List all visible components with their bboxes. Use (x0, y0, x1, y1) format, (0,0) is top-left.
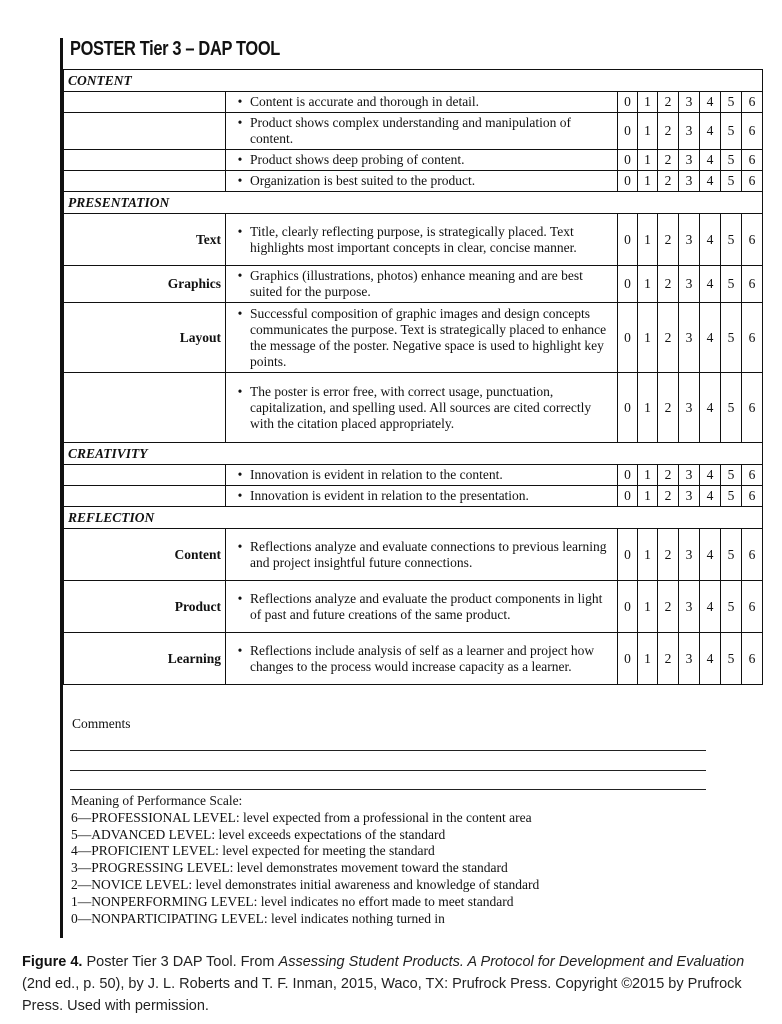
score-option[interactable]: 6 (742, 581, 763, 633)
criterion-label (64, 486, 226, 507)
score-option[interactable]: 6 (742, 266, 763, 303)
criterion-text: Product shows complex understanding and manipulation of content. (250, 115, 571, 146)
criterion-text: Product shows deep probing of content. (250, 152, 465, 167)
score-option[interactable]: 4 (700, 303, 721, 373)
score-option[interactable]: 2 (658, 373, 679, 443)
score-option[interactable]: 1 (638, 529, 658, 581)
criterion-row (64, 266, 763, 303)
score-option[interactable]: 0 (618, 92, 638, 113)
caption-text: Poster Tier 3 DAP Tool. From (82, 954, 279, 970)
figure-caption (22, 951, 762, 1017)
score-option[interactable]: 5 (721, 633, 742, 685)
performance-scale (71, 793, 539, 927)
criterion-row (64, 150, 763, 171)
section-header: REFLECTION (64, 507, 763, 529)
score-option[interactable]: 3 (679, 113, 700, 150)
score-option[interactable]: 0 (618, 266, 638, 303)
criterion-text: Reflections analyze and evaluate connections to previous learning and project insightful future connections. (250, 538, 607, 570)
bullet: • (237, 305, 243, 321)
criterion-label (64, 171, 226, 192)
score-option[interactable]: 4 (700, 465, 721, 486)
caption-book-title: Assessing Student Products. A Protocol for Development and Evaluation (278, 954, 745, 970)
score-option[interactable]: 4 (700, 486, 721, 507)
score-option[interactable]: 4 (700, 171, 721, 192)
score-option[interactable]: 0 (618, 113, 638, 150)
score-option[interactable]: 6 (742, 113, 763, 150)
criterion-row (64, 92, 763, 113)
criterion-label: Product (64, 581, 226, 633)
rubric-table (63, 69, 763, 685)
criterion-label: Text (64, 214, 226, 266)
bullet: • (237, 223, 243, 239)
score-option[interactable]: 3 (679, 373, 700, 443)
score-option[interactable]: 2 (658, 92, 679, 113)
score-option[interactable]: 1 (638, 92, 658, 113)
score-option[interactable]: 3 (679, 214, 700, 266)
score-option[interactable]: 5 (721, 150, 742, 171)
scale-level: 6—PROFESSIONAL LEVEL: level expected from a professional in the content area (71, 809, 532, 825)
scale-level: 4—PROFICIENT LEVEL: level expected for meeting the standard (71, 843, 435, 859)
criterion-text: Reflections analyze and evaluate the product components in light of past and future creations of the same product. (250, 590, 603, 622)
criterion-row (64, 171, 763, 192)
criterion-row (64, 581, 763, 633)
score-option[interactable]: 5 (721, 373, 742, 443)
score-option[interactable]: 1 (638, 633, 658, 685)
bullet: • (237, 268, 243, 283)
bullet: • (237, 94, 243, 109)
bullet: • (237, 538, 243, 554)
criterion-row (64, 633, 763, 685)
criterion-row (64, 303, 763, 373)
score-option[interactable]: 4 (700, 113, 721, 150)
score-option[interactable]: 1 (638, 303, 658, 373)
bullet: • (237, 467, 243, 482)
score-option[interactable]: 3 (679, 92, 700, 113)
score-option[interactable]: 5 (721, 113, 742, 150)
scale-level: 0—NONPARTICIPATING LEVEL: level indicates nothing turned in (71, 910, 445, 926)
score-option[interactable]: 0 (618, 171, 638, 192)
comment-line (70, 750, 706, 751)
score-option[interactable]: 1 (638, 266, 658, 303)
score-option[interactable]: 5 (721, 92, 742, 113)
score-option[interactable]: 0 (618, 150, 638, 171)
section-header: PRESENTATION (64, 192, 763, 214)
score-option[interactable]: 6 (742, 171, 763, 192)
score-option[interactable]: 3 (679, 633, 700, 685)
score-option[interactable]: 0 (618, 465, 638, 486)
score-option[interactable]: 0 (618, 633, 638, 685)
score-option[interactable]: 0 (618, 214, 638, 266)
score-option[interactable]: 0 (618, 373, 638, 443)
criterion-label (64, 150, 226, 171)
score-option[interactable]: 4 (700, 266, 721, 303)
score-option[interactable]: 0 (618, 303, 638, 373)
criterion-text: Title, clearly reflecting purpose, is strategically placed. Text highlights most important concepts in clear, concise manner. (250, 223, 577, 255)
criterion-label: Content (64, 529, 226, 581)
score-option[interactable]: 5 (721, 266, 742, 303)
bullet: • (237, 590, 243, 606)
score-option[interactable]: 6 (742, 633, 763, 685)
scale-level: 2—NOVICE LEVEL: level demonstrates initial awareness and knowledge of standard (71, 876, 540, 892)
score-option[interactable]: 6 (742, 303, 763, 373)
criterion-text: The poster is error free, with correct usage, punctuation, capitalization, and spelling used. All sources are cited correctly with the citation placed appropriately. (250, 383, 592, 431)
score-option[interactable]: 6 (742, 529, 763, 581)
bullet: • (237, 642, 243, 658)
score-option[interactable]: 4 (700, 373, 721, 443)
score-option[interactable]: 1 (638, 214, 658, 266)
score-option[interactable]: 1 (638, 486, 658, 507)
criterion-label: Learning (64, 633, 226, 685)
score-option[interactable]: 3 (679, 266, 700, 303)
criterion-row (64, 373, 763, 443)
rubric-title: POSTER Tier 3 – DAP TOOL (70, 38, 280, 60)
score-option[interactable]: 6 (742, 150, 763, 171)
score-option[interactable]: 0 (618, 581, 638, 633)
score-option[interactable]: 3 (679, 150, 700, 171)
score-option[interactable]: 4 (700, 529, 721, 581)
criterion-label (64, 113, 226, 150)
bullet: • (237, 152, 243, 167)
score-option[interactable]: 2 (658, 581, 679, 633)
score-option[interactable]: 2 (658, 266, 679, 303)
score-option[interactable]: 2 (658, 214, 679, 266)
criterion-row (64, 214, 763, 266)
criterion-text: Organization is best suited to the product. (250, 173, 476, 188)
score-option[interactable]: 5 (721, 171, 742, 192)
score-option[interactable]: 1 (638, 465, 658, 486)
criterion-row (64, 529, 763, 581)
score-option[interactable]: 3 (679, 171, 700, 192)
scale-level: 5—ADVANCED LEVEL: level exceeds expectations of the standard (71, 826, 446, 842)
criterion-label: Graphics (64, 266, 226, 303)
score-option[interactable]: 1 (638, 171, 658, 192)
criterion-text: Innovation is evident in relation to the presentation. (250, 488, 529, 503)
score-option[interactable]: 4 (700, 92, 721, 113)
caption-text: (2nd ed., p. 50), by J. L. Roberts and T. F. Inman, 2015, Waco, TX: Prufrock Press. Copyright ©2015 by Prufrock Press. Used with permission. (22, 976, 742, 1014)
bullet: • (237, 115, 243, 130)
score-option[interactable]: 0 (618, 529, 638, 581)
criterion-row (64, 113, 763, 150)
comments-label: Comments (72, 716, 131, 731)
score-option[interactable]: 4 (700, 214, 721, 266)
criterion-text: Innovation is evident in relation to the content. (250, 467, 503, 482)
scale-level: 3—PROGRESSING LEVEL: level demonstrates movement toward the standard (71, 860, 508, 876)
score-option[interactable]: 5 (721, 214, 742, 266)
bullet: • (237, 173, 243, 188)
bullet: • (237, 488, 243, 503)
score-option[interactable]: 5 (721, 465, 742, 486)
criterion-label (64, 465, 226, 486)
score-option[interactable]: 6 (742, 214, 763, 266)
score-option[interactable]: 2 (658, 150, 679, 171)
score-option[interactable]: 5 (721, 303, 742, 373)
score-option[interactable]: 2 (658, 113, 679, 150)
score-option[interactable]: 0 (618, 486, 638, 507)
score-option[interactable]: 3 (679, 486, 700, 507)
score-option[interactable]: 3 (679, 581, 700, 633)
score-option[interactable]: 3 (679, 465, 700, 486)
criterion-label (64, 373, 226, 443)
score-option[interactable]: 5 (721, 529, 742, 581)
score-option[interactable]: 6 (742, 373, 763, 443)
score-option[interactable]: 2 (658, 633, 679, 685)
score-option[interactable]: 5 (721, 486, 742, 507)
criterion-text: Graphics (illustrations, photos) enhance meaning and are best suited for the purpose. (250, 268, 583, 299)
score-option[interactable]: 4 (700, 150, 721, 171)
section-header: CREATIVITY (64, 443, 763, 465)
score-option[interactable]: 1 (638, 373, 658, 443)
criterion-text: Reflections include analysis of self as a learner and project how changes to the process would increase capacity as a learner. (250, 642, 595, 674)
score-option[interactable]: 4 (700, 633, 721, 685)
scale-heading: Meaning of Performance Scale: (71, 793, 243, 808)
score-option[interactable]: 6 (742, 92, 763, 113)
comment-line (70, 770, 706, 771)
bullet: • (237, 383, 243, 399)
score-option[interactable]: 1 (638, 113, 658, 150)
score-option[interactable]: 3 (679, 303, 700, 373)
criterion-row (64, 465, 763, 486)
score-option[interactable]: 2 (658, 529, 679, 581)
score-option[interactable]: 1 (638, 150, 658, 171)
score-option[interactable]: 5 (721, 581, 742, 633)
score-option[interactable]: 6 (742, 465, 763, 486)
score-option[interactable]: 2 (658, 465, 679, 486)
score-option[interactable]: 3 (679, 529, 700, 581)
criterion-text: Content is accurate and thorough in detail. (250, 94, 480, 109)
score-option[interactable]: 6 (742, 486, 763, 507)
score-option[interactable]: 4 (700, 581, 721, 633)
criterion-label (64, 92, 226, 113)
figure-number: Figure 4. (22, 954, 83, 970)
score-option[interactable]: 2 (658, 303, 679, 373)
criterion-row (64, 486, 763, 507)
section-header: CONTENT (64, 70, 763, 92)
score-option[interactable]: 1 (638, 581, 658, 633)
scale-level: 1—NONPERFORMING LEVEL: level indicates no effort made to meet standard (71, 893, 514, 909)
comment-line (70, 789, 706, 790)
criterion-label: Layout (64, 303, 226, 373)
criterion-text: Successful composition of graphic images and design concepts communicates the purpose. Text is strategically placed to enhance the message of the poster. Negative space is used to highlight key points. (250, 305, 607, 369)
score-option[interactable]: 2 (658, 171, 679, 192)
score-option[interactable]: 2 (658, 486, 679, 507)
